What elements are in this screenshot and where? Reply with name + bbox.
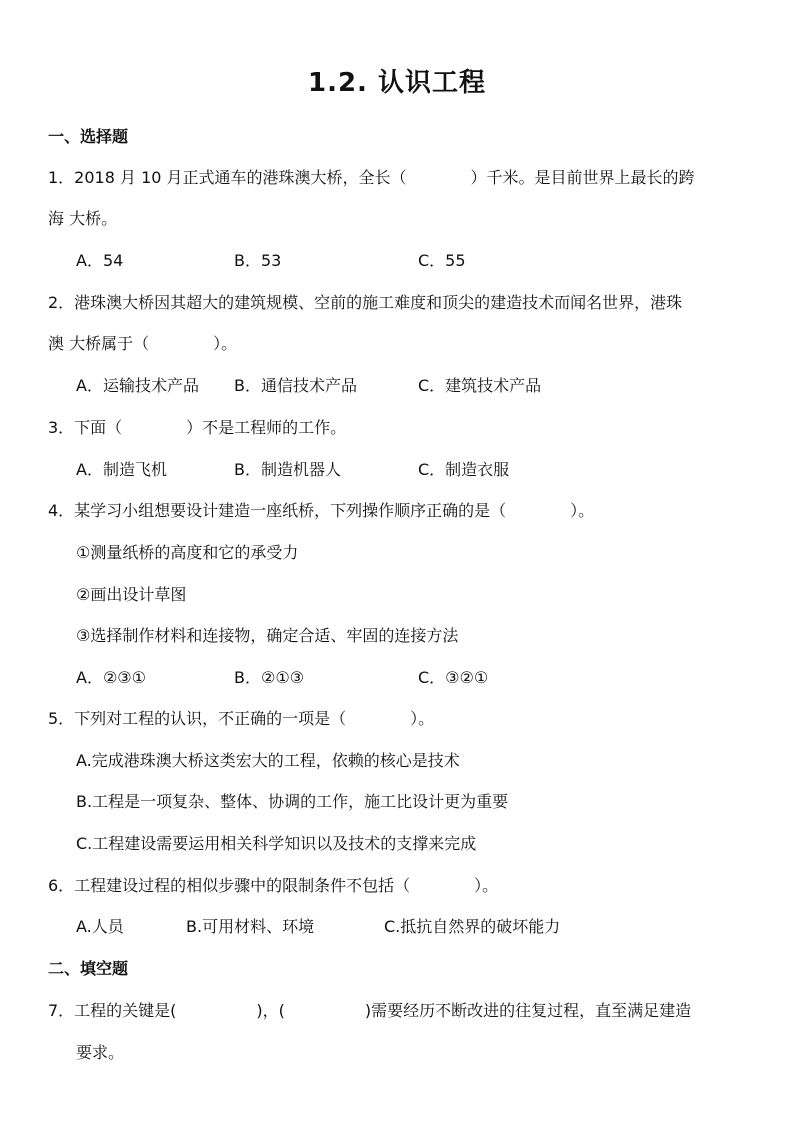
question-2-option-a: A．运输技术产品 [76,376,199,395]
section-heading-choice: 一、选择题 [48,127,129,146]
question-3-option-a: A．制造飞机 [76,460,167,479]
question-4-option-b: B．②①③ [234,668,305,687]
question-3-text: 3．下面（ ）不是工程师的工作。 [48,418,347,437]
question-1-option-a: A．54 [76,251,124,270]
section-heading-fill: 二、填空题 [48,959,129,978]
question-4-option-a: A．②③① [76,668,146,687]
question-7-text-cont: 要求。 [76,1043,125,1062]
question-3-option-c: C．制造衣服 [418,460,510,479]
question-4-step-3: ③选择制作材料和连接物，确定合适、牢固的连接方法 [76,626,459,645]
question-5-text: 5．下列对工程的认识，不正确的一项是（ ）。 [48,709,435,728]
question-1-option-b: B．53 [234,251,282,270]
question-3-option-b: B．制造机器人 [234,460,341,479]
question-6-option-c: C.抵抗自然界的破坏能力 [384,917,561,936]
question-4-option-c: C．③②① [418,668,489,687]
question-2-option-c: C．建筑技术产品 [418,376,542,395]
question-6-option-a: A.人员 [76,917,124,936]
question-2-text-cont: 澳 大桥属于（ ）。 [48,334,238,353]
question-4-step-2: ②画出设计草图 [76,585,187,604]
question-7-text: 7．工程的关键是( )，( )需要经历不断改进的往复过程，直至满足建造 [48,1001,692,1020]
question-6-text: 6．工程建设过程的相似步骤中的限制条件不包括（ ）。 [48,876,499,895]
question-6-option-b: B.可用材料、环境 [186,917,315,936]
question-1-text-cont: 海 大桥。 [48,209,118,228]
question-5-choice-a: A.完成港珠澳大桥这类宏大的工程，依赖的核心是技术 [76,751,460,770]
question-1-option-c: C．55 [418,251,466,270]
question-5-choice-c: C.工程建设需要运用相关科学知识以及技术的支撑来完成 [76,834,477,853]
question-2-option-b: B．通信技术产品 [234,376,357,395]
question-4-text: 4．某学习小组想要设计建造一座纸桥，下列操作顺序正确的是（ ）。 [48,501,595,520]
question-2-text: 2．港珠澳大桥因其超大的建筑规模、空前的施工难度和顶尖的建造技术而闻名世界，港珠 [48,293,683,312]
question-5-choice-b: B.工程是一项复杂、整体、协调的工作，施工比设计更为重要 [76,792,509,811]
question-1-text: 1．2018 月 10 月正式通车的港珠澳大桥，全长（ ）千米。是目前世界上最长的跨 [48,168,695,187]
question-4-step-1: ①测量纸桥的高度和它的承受力 [76,543,299,562]
page-title: 1.2. 认识工程 [308,68,486,98]
